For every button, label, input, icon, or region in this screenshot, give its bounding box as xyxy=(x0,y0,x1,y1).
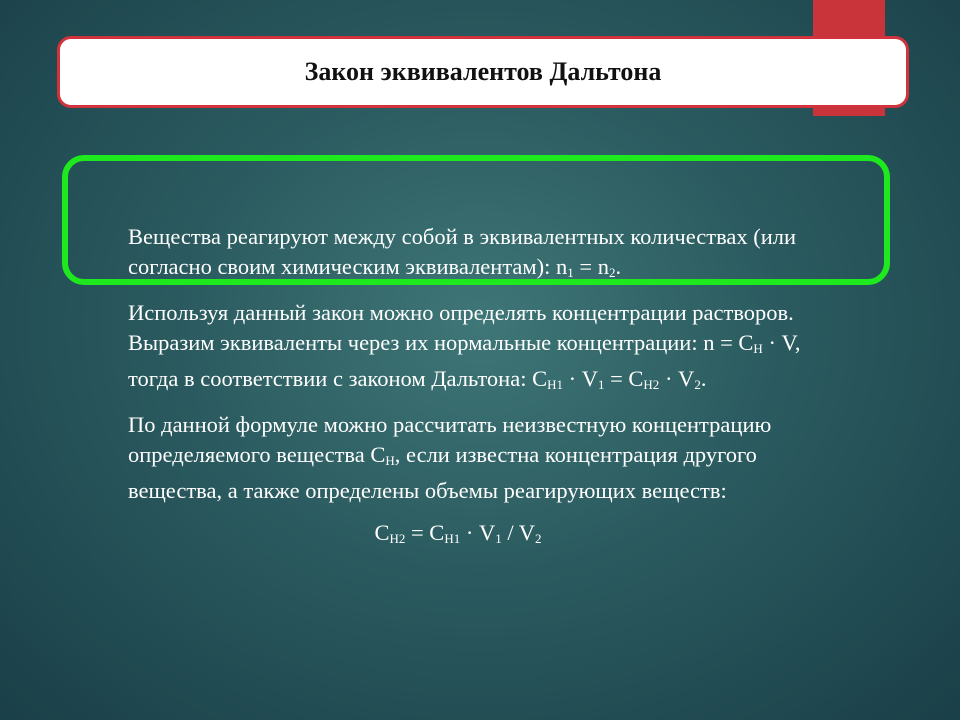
p1-end: . xyxy=(615,254,622,279)
p3-end: , если известна концентрация другого вещества, а также определены объемы реагирующих веществ: xyxy=(128,442,757,503)
slide-content xyxy=(128,222,828,554)
p2-sub-n1: Н1 xyxy=(547,377,563,392)
paragraph-1 xyxy=(128,222,828,288)
p1-text: Вещества реагируют между собой в эквивалентных количествах (или согласно своим химическим эквивалентам): n xyxy=(128,224,797,279)
formula-div: / V xyxy=(501,520,536,545)
p3-text: По данной формуле можно рассчитать неизвестную концентрацию определяемого вещества C xyxy=(128,412,772,467)
p2-sub-n: Н xyxy=(753,341,763,356)
p2-sub-n2: Н2 xyxy=(643,377,660,392)
p2-sub-1: 1 xyxy=(597,377,605,392)
formula-sub-2: 2 xyxy=(535,531,542,546)
formula-eq: = C xyxy=(405,520,445,545)
formula-c: C xyxy=(374,520,390,545)
p1-mid: = n xyxy=(573,254,609,279)
p3-sub-n: Н xyxy=(385,453,395,468)
p1-sub-1: 1 xyxy=(567,265,574,280)
p1-sub-2: 2 xyxy=(608,265,616,280)
formula-v1: · V xyxy=(460,520,496,545)
formula xyxy=(128,518,788,554)
formula-sub-1: 1 xyxy=(495,531,502,546)
p2-text: Используя данный закон можно определять концентрации растворов. Выразим эквиваленты через их нормальные концентрации: n = C xyxy=(128,300,794,355)
paragraph-3 xyxy=(128,410,828,506)
p2-t5: · V xyxy=(659,366,695,391)
p2-t2: · V, тогда в соответствии с законом Дальтона: C xyxy=(128,330,801,391)
formula-sub-n1: Н1 xyxy=(444,531,461,546)
p2-t3: · V xyxy=(562,366,598,391)
slide-title: Закон эквивалентов Дальтона xyxy=(304,57,662,86)
p2-sub-2: 2 xyxy=(694,377,701,392)
title-box xyxy=(57,36,909,108)
paragraph-2 xyxy=(128,298,828,400)
p2-t4: = C xyxy=(604,366,644,391)
formula-sub-n2: Н2 xyxy=(389,531,406,546)
p2-end: . xyxy=(700,366,707,391)
